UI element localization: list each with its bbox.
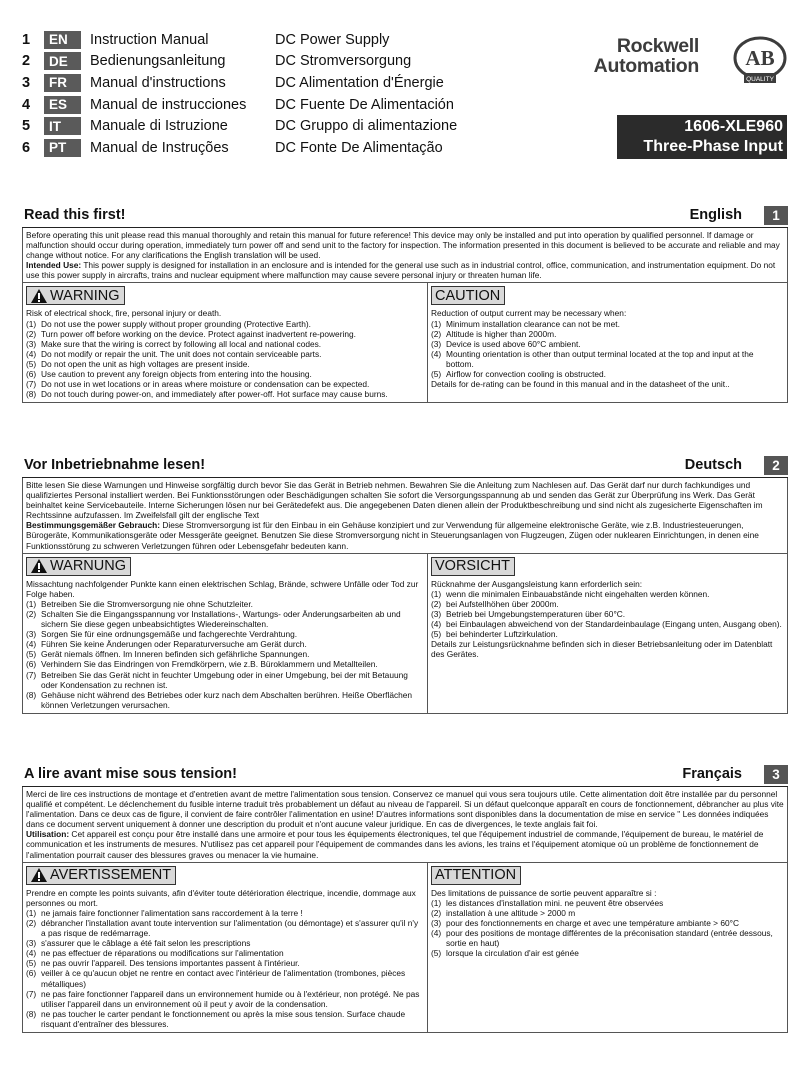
- section-header: [22, 456, 788, 478]
- item-text: Airflow for convection cooling is obstructed.: [446, 369, 606, 380]
- language-row: [22, 137, 457, 159]
- caution-label: ATTENTION: [435, 867, 517, 884]
- language-number: 6: [22, 139, 31, 156]
- item-number: (4): [431, 348, 442, 359]
- item-text: Make sure that the wiring is correct by following all local and national codes.: [41, 338, 322, 349]
- list-item: [431, 609, 783, 619]
- item-text: Betreiben Sie die Stromversorgung nie ohne Schutzleiter.: [41, 598, 253, 609]
- item-text: Do not modify or repair the unit. The unit does not contain serviceable parts.: [41, 348, 322, 359]
- language-index: [22, 29, 457, 159]
- product-title: DC Gruppo di alimentazione: [275, 118, 458, 135]
- caution-label: VORSICHT: [435, 558, 510, 575]
- list-item: [26, 670, 423, 690]
- intended-use: [26, 520, 784, 550]
- model-number: 1606-XLE960: [684, 118, 783, 135]
- item-text: ne pas ouvrir l'appareil. Des tensions importantes passent à l'intérieur.: [41, 958, 300, 969]
- warning-label: AVERTISSEMENT: [50, 867, 172, 884]
- warning-label: WARNUNG: [50, 558, 126, 575]
- item-text: Do not use the power supply without proper grounding (Protective Earth).: [41, 318, 311, 329]
- section-header: [22, 765, 788, 787]
- warning-triangle-icon: [30, 558, 48, 574]
- caution-lead: Rücknahme der Ausgangsleistung kann erforderlich sein:: [431, 578, 643, 589]
- item-number: (4): [26, 948, 37, 959]
- caution-panel: [428, 554, 787, 713]
- item-number: (5): [431, 948, 442, 959]
- list-item: [26, 908, 423, 918]
- language-row: [22, 115, 457, 137]
- safety-columns: [22, 863, 788, 1033]
- manual-title: Instruction Manual: [90, 31, 209, 48]
- list-item: [26, 989, 423, 1009]
- item-number: (1): [431, 588, 442, 599]
- language-code: PT: [44, 139, 81, 157]
- intended-use-text: Diese Stromversorgung ist für den Einbau in ein Gehäuse konzipiert und zur Verwendung für allgemeine elektronische Geräte, wie z.B. Industriesteuerungen, Bürogeräte, Kommunikationsgeräte oder Messgeräte geeignet. Benutzen Sie diese Stromversorgung nicht in Steuerungsanlagen von Flugzeugen, Zügen oder nuklearen Einrichtungen, in denen eine Funktionsstörung zu schweren Verletzungen führen oder Lebensgefahr bedeuten kann.: [26, 520, 759, 551]
- warning-panel: [23, 283, 428, 402]
- model-banner: [617, 115, 787, 159]
- item-number: (5): [26, 958, 37, 969]
- list-item: [26, 339, 423, 349]
- rockwell-automation-logo: [573, 36, 793, 86]
- caution-lead: Des limitations de puissance de sortie peuvent apparaître si :: [431, 887, 657, 898]
- section-intro: [22, 228, 788, 283]
- list-item: [26, 609, 423, 629]
- item-number: (3): [431, 338, 442, 349]
- section-title: Read this first!: [24, 207, 126, 223]
- badge-letters: AB: [745, 46, 775, 70]
- section-number: 3: [764, 765, 788, 784]
- language-number: 1: [22, 31, 31, 48]
- item-number: (8): [26, 689, 37, 700]
- item-number: (1): [26, 598, 37, 609]
- warning-triangle-icon: [30, 867, 48, 883]
- badge-quality: QUALITY: [746, 76, 774, 83]
- list-item: [431, 629, 783, 639]
- item-number: (3): [26, 938, 37, 949]
- item-number: (1): [431, 318, 442, 329]
- item-number: (6): [26, 968, 37, 979]
- intended-use-label: Intended Use:: [26, 260, 82, 271]
- list-item: [26, 369, 423, 379]
- item-text: s'assurer que le câblage a été fait selon les prescriptions: [41, 938, 251, 949]
- list-item: [26, 958, 423, 968]
- item-text: bei Einbaulagen abweichend von der Standardeinbaulage (Eingang unten, Ausgang oben).: [446, 619, 782, 630]
- item-text: Do not touch during power-on, and immediately after power-off. Hot surface may cause burns.: [41, 389, 388, 400]
- list-item: [431, 329, 783, 339]
- item-number: (2): [431, 328, 442, 339]
- item-text: Turn power off before working on the device. Protect against inadvertent re-powering.: [41, 328, 356, 339]
- intended-use-text: Cet appareil est conçu pour être installé dans une armoire et pour tous les équipements électroniques, tel que l'équipement industriel de commande, l'équipement de bureau, le matériel de communication et les instruments de mesures. N'utilisez pas cet appareil pour l'équipement de commandes dans les avions, les trains et l'équipement atomique où un problème de fonctionnement de l'alimentation pourrait causer des blessures graves ou menacer la vie humaine.: [26, 829, 764, 860]
- item-text: Sorgen Sie für eine ordnungsgemäße und fachgerechte Verdrahtung.: [41, 629, 298, 640]
- list-item: [431, 369, 783, 379]
- item-number: (7): [26, 988, 37, 999]
- section-deutsch: [22, 456, 788, 714]
- item-number: (1): [26, 907, 37, 918]
- list-item: [431, 898, 783, 908]
- list-item: [26, 359, 423, 369]
- list-item: [26, 629, 423, 639]
- list-item: [26, 938, 423, 948]
- item-text: veiller à ce qu'aucun objet ne rentre en contact avec l'intérieur de l'alimentation (trombones, pièces métalliques): [41, 968, 406, 989]
- item-text: Do not use in wet locations or in areas where moisture or condensation can be expected.: [41, 379, 370, 390]
- item-text: Mounting orientation is other than output terminal located at the top and input at the bottom.: [446, 348, 754, 369]
- caution-panel: [428, 863, 787, 1032]
- list-item: [26, 389, 423, 399]
- product-title: DC Stromversorgung: [275, 53, 412, 70]
- list-item: [431, 928, 783, 948]
- manual-title: Manual de Instruções: [90, 139, 229, 156]
- item-text: Gerät niemals öffnen. Im Inneren befinden sich gefährliche Spannungen.: [41, 649, 310, 660]
- item-text: Führen Sie keine Änderungen oder Reparaturversuche am Gerät durch.: [41, 639, 307, 650]
- item-text: Schalten Sie die Eingangsspannung vor Installations-, Wartungs- oder Änderungsarbeiten ab und sichern Sie diese gegen unbeabsichtigtes Wiedereinschalten.: [41, 608, 401, 630]
- language-number: 4: [22, 96, 31, 113]
- item-text: wenn die minimalen Einbauabstände nicht eingehalten werden können.: [446, 588, 710, 599]
- intended-use: [26, 829, 784, 859]
- list-item: [26, 918, 423, 938]
- language-row: [22, 72, 457, 94]
- list-item: [26, 968, 423, 988]
- intro-text: Bitte lesen Sie diese Warnungen und Hinweise sorgfältig durch bevor Sie das Gerät in Betrieb nehmen. Bewahren Sie die Anleitung zum Nachlesen auf. Das Gerät darf nur durch fachkundiges und qualifiziertes Personal installiert werden. Bei Funktionsstörungen oder Beschädigungen schalten Sie sofort die Versorgungsspannung ab und senden das Gerät zur Überprüfung ins Werk. Das Gerät beinhaltet keine Servicebauteile. Interne Sicherungen lösen nur bei Gerätedefekt aus. Die angegebenen Daten dienen allein der Produktbeschreibung und sind nicht als zugesicherte Eigenschaften im Rechtssinne aufzufassen. Im Zweifelsfall gilt der englische Text: [26, 480, 763, 521]
- item-text: bei behinderter Luftzirkulation.: [446, 629, 558, 640]
- logo-line-1: Rockwell: [616, 35, 699, 57]
- warning-lead: Risk of electrical shock, fire, personal injury or death.: [26, 308, 222, 319]
- item-text: Verhindern Sie das Eindringen von Fremdkörpern, wie z.B. Büroklammern und Metallteilen.: [41, 659, 378, 670]
- section-number: 2: [764, 456, 788, 475]
- section-intro: [22, 787, 788, 863]
- item-text: Do not open the unit as high voltages are present inside.: [41, 358, 250, 369]
- list-item: [26, 649, 423, 659]
- item-number: (5): [26, 358, 37, 369]
- item-number: (3): [26, 629, 37, 640]
- item-number: (6): [26, 659, 37, 670]
- warning-lead: Missachtung nachfolgender Punkte kann einen elektrischen Schlag, Brände, schwere Unfälle oder Tod zur Folge haben.: [26, 578, 419, 599]
- item-number: (8): [26, 1008, 37, 1019]
- intended-use: [26, 260, 784, 280]
- list-item: [431, 599, 783, 609]
- item-text: Device is used above 60°C ambient.: [446, 338, 581, 349]
- section-language: English: [689, 207, 742, 223]
- caution-tail: Details zur Leistungsrücknahme befinden sich in dieser Betriebsanleitung oder im Datenblatt des Gerätes.: [431, 639, 773, 660]
- caution-tag: [431, 286, 505, 305]
- intended-use-label: Bestimmungsgemäßer Gebrauch:: [26, 520, 160, 531]
- safety-columns: [22, 283, 788, 403]
- language-number: 5: [22, 118, 31, 135]
- language-row: [22, 29, 457, 51]
- logo-line-2: Automation: [593, 55, 699, 77]
- item-number: (4): [431, 928, 442, 939]
- caution-tail: Details for de-rating can be found in this manual and in the datasheet of the unit..: [431, 379, 730, 390]
- language-number: 2: [22, 53, 31, 70]
- list-item: [431, 349, 783, 369]
- item-number: (5): [431, 629, 442, 640]
- item-number: (5): [431, 369, 442, 380]
- item-number: (6): [26, 369, 37, 380]
- caution-label: CAUTION: [435, 287, 501, 304]
- warning-triangle-icon: [30, 288, 48, 304]
- list-item: [431, 589, 783, 599]
- item-text: ne pas effectuer de réparations ou modifications sur l'alimentation: [41, 948, 284, 959]
- caution-tag: [431, 557, 515, 576]
- list-item: [26, 1009, 423, 1029]
- safety-columns: [22, 554, 788, 714]
- manual-title: Bedienungsanleitung: [90, 53, 226, 70]
- list-item: [26, 948, 423, 958]
- item-text: débrancher l'installation avant toute intervention sur l'alimentation (ou démontage) et s'assurer qu'il n'y a pas risque de redémarrage.: [41, 917, 419, 939]
- warning-panel: [23, 554, 428, 713]
- item-text: ne pas toucher le carter pendant le fonctionnement ou après la mise sous tension. Surface chaude risquant d'entraîner des blessures.: [41, 1008, 406, 1029]
- warning-tag: [26, 557, 131, 576]
- list-item: [26, 349, 423, 359]
- model-subtitle: Three-Phase Input: [643, 138, 783, 155]
- language-code: EN: [44, 31, 81, 49]
- item-text: Gehäuse nicht während des Betriebes oder kurz nach dem Abschalten berühren. Heiße Oberflächen können Verletzungen verursachen.: [41, 689, 413, 710]
- language-code: IT: [44, 117, 81, 135]
- list-item: [26, 319, 423, 329]
- ab-quality-badge-icon: [733, 36, 787, 84]
- list-item: [431, 619, 783, 629]
- item-text: bei Aufstellhöhen über 2000m.: [446, 598, 559, 609]
- list-item: [431, 908, 783, 918]
- warning-tag: [26, 866, 176, 885]
- list-item: [431, 948, 783, 958]
- product-title: DC Power Supply: [275, 31, 390, 48]
- warning-label: WARNING: [50, 287, 120, 304]
- item-number: (2): [431, 907, 442, 918]
- manual-title: Manual d'instructions: [90, 74, 226, 91]
- intended-use-text: This power supply is designed for installation in an enclosure and is intended for the general use such as in industrial control, office, communication, and instrumentation equipment. Do not use this power supply in aircrafts, trains and nuclear equipment where malfunction may cause severe personal injury or threaten human life.: [26, 260, 776, 281]
- item-number: (4): [26, 348, 37, 359]
- item-text: ne pas faire fonctionner l'appareil dans un environnement humide ou à l'extérieur, non protégé. Ne pas utiliser l'appareil dans un environnement où il peut y avoir de la condensation.: [41, 988, 420, 1009]
- item-number: (2): [26, 608, 37, 619]
- intro-text: Before operating this unit please read this manual thoroughly and retain this manual for future reference! This device may only be installed and put into operation by qualified personnel. If damage or malfunction should occur during operation, immediately turn power off and send unit to the factory for inspection. The information presented in this document is believed to be accurate and reliable and may change without notice. For any clarifications the English translation will be used.: [26, 230, 780, 261]
- section-number: 1: [764, 206, 788, 225]
- caution-tag: [431, 866, 521, 885]
- caution-lead: Reduction of output current may be necessary when:: [431, 308, 627, 319]
- list-item: [26, 329, 423, 339]
- item-number: (2): [431, 598, 442, 609]
- list-item: [26, 659, 423, 669]
- item-number: (3): [431, 917, 442, 928]
- list-item: [26, 639, 423, 649]
- item-number: (1): [431, 897, 442, 908]
- language-row: [22, 51, 457, 73]
- item-text: Betrieb bei Umgebungstemperaturen über 60°C.: [446, 608, 626, 619]
- item-text: pour des fonctionnements en charge et avec une température ambiante > 60°C: [446, 917, 740, 928]
- item-text: Minimum installation clearance can not be met.: [446, 318, 620, 329]
- caution-panel: [428, 283, 787, 402]
- item-number: (7): [26, 379, 37, 390]
- item-number: (4): [26, 639, 37, 650]
- warning-panel: [23, 863, 428, 1032]
- item-number: (4): [431, 619, 442, 630]
- manual-title: Manual de instrucciones: [90, 96, 247, 113]
- intended-use-label: Utilisation:: [26, 829, 70, 840]
- item-text: installation à une altitude > 2000 m: [446, 907, 576, 918]
- item-number: (3): [26, 338, 37, 349]
- section-language: Deutsch: [684, 457, 742, 473]
- section-language: Français: [682, 766, 742, 782]
- section-header: [22, 206, 788, 228]
- item-text: Betreiben Sie das Gerät nicht in feuchter Umgebung oder in einer Umgebung, bei der mit Betauung oder Kondensation zu rechnen ist.: [41, 669, 408, 690]
- item-text: lorsque la circulation d'air est génée: [446, 948, 579, 959]
- product-title: DC Alimentation d'Énergie: [275, 74, 444, 91]
- item-text: Altitude is higher than 2000m.: [446, 328, 557, 339]
- logo-wordmark: [594, 36, 699, 76]
- section-francais: [22, 765, 788, 1033]
- intro-text: Merci de lire ces instructions de montage et d'entretien avant de mettre l'alimentation sous tension. Conservez ce manuel qui vous sera toujours utile. Cette alimentation doit être installée par du personnel qualifié et compétent. Le déclenchement du fusible interne traduit très probablement un défaut au niveau de l'appareil. Si un défaut quelconque apparaît en cours de fonctionnement, débrancher au plus vite l'alimentation. Dans ce deux cas de figure, il convient de faire contrôler l'alimentation en usine! D'autres informations sont disponibles dans la documentation de mise en service " Les données indiquées dans ce document servent uniquement à donner une description du produit et n'ont aucune valeur juridique. En cas de divergences, le texte anglais fait foi.: [26, 789, 784, 830]
- item-number: (1): [26, 318, 37, 329]
- section-title: A lire avant mise sous tension!: [24, 766, 237, 782]
- warning-tag: [26, 286, 125, 305]
- language-row: [22, 94, 457, 116]
- manual-title: Manuale di Istruzione: [90, 118, 228, 135]
- product-title: DC Fuente De Alimentación: [275, 96, 454, 113]
- item-number: (5): [26, 649, 37, 660]
- item-number: (3): [431, 608, 442, 619]
- item-text: pour des positions de montage différentes de la préconisation standard (entrée dessous, sortie en haut): [446, 928, 773, 949]
- warning-lead: Prendre en compte les points suivants, afin d'éviter toute détérioration électrique, incendie, dommage aux personnes ou mort.: [26, 887, 416, 908]
- language-code: DE: [44, 52, 81, 70]
- item-number: (7): [26, 669, 37, 680]
- item-text: Use caution to prevent any foreign objects from entering into the housing.: [41, 369, 312, 380]
- language-code: ES: [44, 96, 81, 114]
- product-title: DC Fonte De Alimentação: [275, 139, 443, 156]
- list-item: [431, 319, 783, 329]
- language-code: FR: [44, 74, 81, 92]
- item-number: (8): [26, 389, 37, 400]
- item-number: (2): [26, 328, 37, 339]
- list-item: [26, 599, 423, 609]
- section-intro: [22, 478, 788, 554]
- list-item: [431, 339, 783, 349]
- list-item: [26, 690, 423, 710]
- language-number: 3: [22, 74, 31, 91]
- item-number: (2): [26, 917, 37, 928]
- list-item: [26, 379, 423, 389]
- section-title: Vor Inbetriebnahme lesen!: [24, 457, 206, 473]
- item-text: ne jamais faire fonctionner l'alimentation sans raccordement à la terre !: [41, 907, 303, 918]
- item-text: les distances d'installation mini. ne peuvent être observées: [446, 897, 664, 908]
- list-item: [431, 918, 783, 928]
- section-english: [22, 206, 788, 403]
